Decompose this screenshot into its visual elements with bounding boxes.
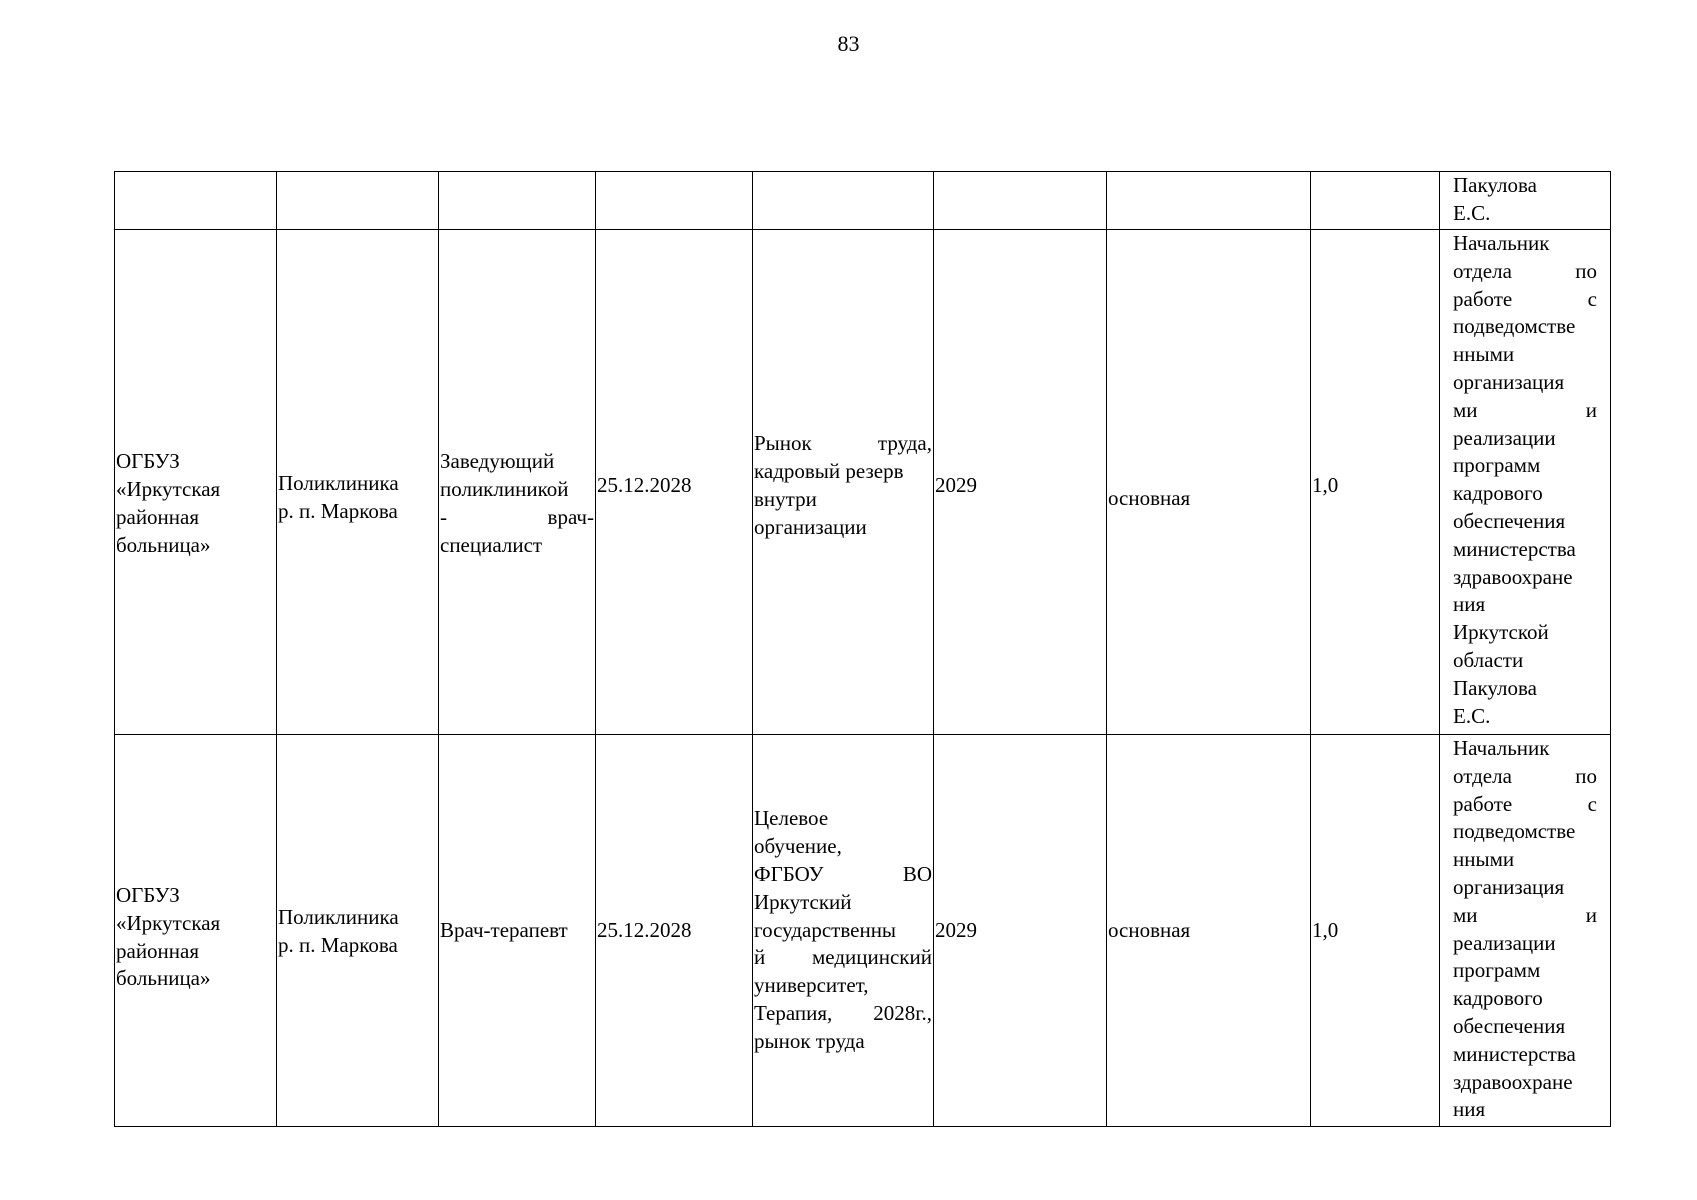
responsible-line: программ [1453, 453, 1541, 478]
date-cell [596, 172, 753, 230]
organization-cell [115, 172, 277, 230]
unit-line: Поликлиника [278, 471, 399, 496]
rate-cell: 1,0 [1311, 735, 1440, 1127]
source-line: рынок труда [754, 1028, 865, 1053]
responsible-cell [1440, 230, 1611, 735]
organization-cell [115, 230, 277, 735]
organization-line: районная [116, 505, 200, 529]
organization-cell [115, 735, 277, 1127]
position-cell [439, 172, 596, 230]
date-cell: 25.12.2028 [596, 230, 753, 735]
source-line: Терапия, 2028г., [754, 1000, 932, 1025]
responsible-line: области [1453, 647, 1524, 672]
responsible-line: организация [1453, 874, 1565, 899]
unit-line: р. п. Маркова [278, 499, 398, 523]
responsible-line: ми и [1453, 902, 1597, 927]
position-line: Заведующий [440, 449, 555, 474]
organization-line: больница» [116, 966, 211, 991]
organization-line: ОГБУЗ [116, 449, 180, 474]
responsible-line: Пакулова [1453, 173, 1537, 197]
organization-line: районная [116, 938, 200, 963]
responsible-line: обеспечения [1453, 508, 1566, 533]
source-cell [753, 230, 934, 735]
unit-cell [277, 172, 439, 230]
rate-cell [1311, 172, 1440, 230]
source-line: Рынок труда, [754, 431, 932, 456]
source-line: государственны [754, 917, 897, 942]
unit-cell [277, 735, 439, 1127]
source-cell [753, 735, 934, 1127]
responsible-line: Начальник [1453, 736, 1550, 760]
date-cell: 25.12.2028 [596, 735, 753, 1127]
unit-line: Поликлиника [278, 904, 399, 929]
source-line: й медицинский [754, 945, 932, 970]
source-cell [753, 172, 934, 230]
responsible-line: подведомстве [1453, 819, 1576, 844]
responsible-line: министерства [1453, 1041, 1576, 1066]
responsible-line: нными [1453, 847, 1515, 872]
responsible-line: обеспечения [1453, 1013, 1566, 1038]
position-cell: Врач-терапевт [439, 735, 596, 1127]
rate-cell: 1,0 [1311, 230, 1440, 735]
table-row [115, 172, 1611, 230]
responsible-cell [1440, 172, 1611, 230]
responsible-line: нными [1453, 342, 1515, 367]
organization-line: «Иркутская [116, 910, 221, 935]
year-cell: 2029 [934, 230, 1107, 735]
source-line: обучение, [754, 834, 842, 859]
responsible-line: подведомстве [1453, 314, 1576, 339]
responsible-cell [1440, 735, 1611, 1127]
responsible-line: Иркутской [1453, 620, 1549, 645]
responsible-line: здравоохране [1453, 564, 1573, 589]
table-row [115, 230, 1611, 735]
responsible-line: реализации [1453, 425, 1556, 450]
responsible-line: реализации [1453, 930, 1556, 955]
responsible-line: ния [1453, 1097, 1486, 1122]
source-line: университет, [754, 973, 869, 998]
type-cell [1107, 172, 1311, 230]
responsible-line: ния [1453, 592, 1486, 617]
responsible-line: ми и [1453, 397, 1597, 422]
organization-line: ОГБУЗ [116, 882, 180, 907]
responsible-line: кадрового [1453, 986, 1543, 1011]
responsible-line: министерства [1453, 536, 1576, 561]
responsible-line: отдела по [1453, 258, 1597, 283]
source-line: организации [754, 514, 867, 539]
responsible-line: Пакулова [1453, 675, 1537, 700]
responsible-line: организация [1453, 369, 1565, 394]
responsible-line: здравоохране [1453, 1069, 1573, 1094]
position-line: специалист [440, 532, 543, 557]
responsible-line: Е.С. [1453, 200, 1491, 225]
unit-line: р. п. Маркова [278, 932, 398, 957]
responsible-line: работе с [1453, 286, 1597, 311]
position-line: поликлиникой [440, 477, 569, 502]
year-cell [934, 172, 1107, 230]
organization-line: больница» [116, 532, 211, 557]
type-cell: основная [1107, 735, 1311, 1127]
responsible-line: работе с [1453, 791, 1597, 816]
table-row [115, 735, 1611, 1127]
position-line: - врач- [440, 505, 594, 529]
staffing-table [114, 171, 1611, 1127]
responsible-line: Начальник [1453, 231, 1550, 255]
position-cell [439, 230, 596, 735]
unit-cell [277, 230, 439, 735]
responsible-line: кадрового [1453, 481, 1543, 506]
page-number: 83 [837, 31, 860, 56]
responsible-line: программ [1453, 958, 1541, 983]
year-cell: 2029 [934, 735, 1107, 1127]
responsible-line: Е.С. [1453, 703, 1491, 728]
responsible-line: отдела по [1453, 763, 1597, 788]
source-line: ФГБОУ ВО [754, 862, 932, 886]
source-line: Иркутский [754, 889, 852, 914]
source-line: внутри [754, 487, 817, 511]
type-cell: основная [1107, 230, 1311, 735]
source-line: Целевое [754, 806, 829, 831]
source-line: кадровый резерв [754, 459, 904, 484]
organization-line: «Иркутская [116, 477, 221, 502]
